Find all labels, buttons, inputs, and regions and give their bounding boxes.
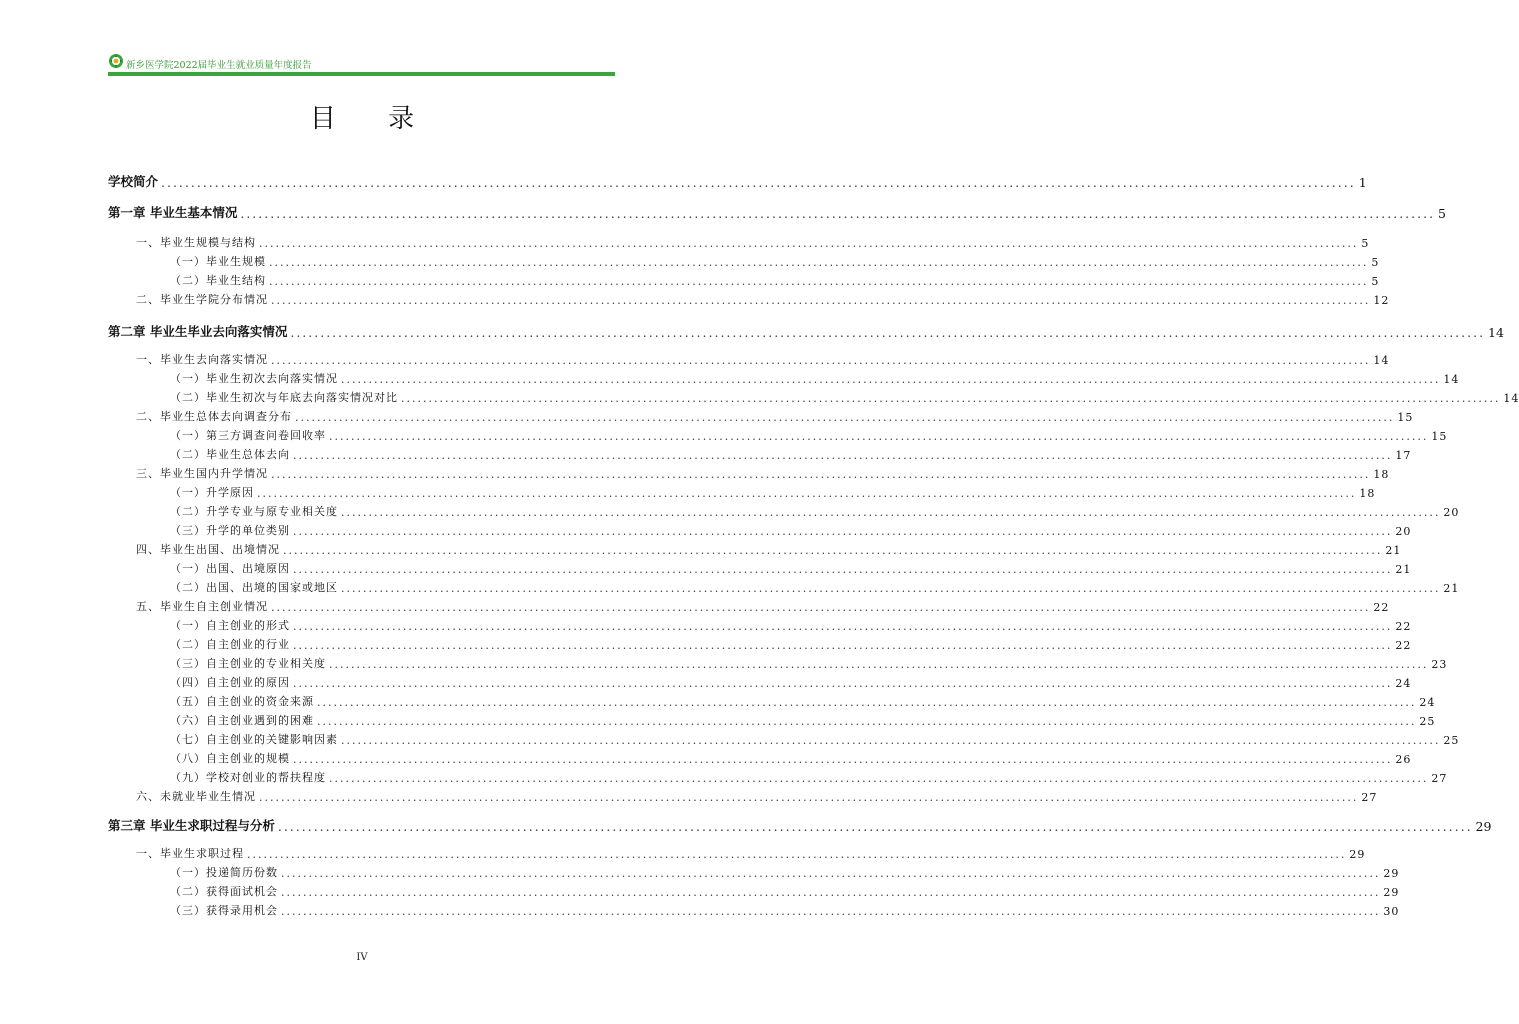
toc-entry[interactable] <box>170 370 1460 386</box>
school-logo-icon <box>108 53 124 69</box>
toc-entry[interactable] <box>170 560 1412 576</box>
toc-leader-dots: ........................................................................................................................................................................................................ <box>317 715 1417 728</box>
toc-leader-dots: ........................................................................................................................................................................................................ <box>341 506 1441 519</box>
toc-leader-dots: ........................................................................................................................................................................................................ <box>329 772 1429 785</box>
toc-entry-page: 20 <box>1395 525 1412 538</box>
toc-entry-page: 22 <box>1395 620 1412 633</box>
toc-entry-label: （三）升学的单位类别 <box>170 524 290 537</box>
toc-leader-dots: ........................................................................................................................................................................................................ <box>341 734 1441 747</box>
toc-leader-dots: ........................................................................................................................................................................................................ <box>247 848 1347 861</box>
toc-entry-page: 21 <box>1395 563 1412 576</box>
toc-entry[interactable] <box>170 864 1400 880</box>
toc-entry[interactable] <box>170 902 1400 918</box>
toc-leader-dots: ........................................................................................................................................................................................................ <box>271 468 1371 481</box>
toc-entry-page: 5 <box>1371 275 1380 288</box>
toc-entry-page: 21 <box>1385 544 1402 557</box>
toc-entry[interactable] <box>136 845 1366 861</box>
toc-entry-page: 5 <box>1438 206 1446 221</box>
toc-leader-dots: ........................................................................................................................................................................................................ <box>240 206 1436 221</box>
toc-entry[interactable] <box>170 712 1436 728</box>
toc-entry[interactable] <box>170 579 1460 595</box>
toc-leader-dots: ........................................................................................................................................................................................................ <box>329 658 1429 671</box>
toc-entry-page: 15 <box>1397 411 1414 424</box>
toc-entry-label: （二）毕业生初次与年底去向落实情况对比 <box>170 391 398 404</box>
toc-entry[interactable] <box>108 172 1367 190</box>
toc-leader-dots: ........................................................................................................................................................................................................ <box>257 487 1357 500</box>
toc-entry-label: （八）自主创业的规模 <box>170 752 290 765</box>
toc-entry-label: 学校简介 <box>108 174 159 189</box>
toc-entry-page: 27 <box>1431 772 1448 785</box>
toc-entry-page: 15 <box>1431 430 1448 443</box>
toc-entry[interactable] <box>108 203 1446 221</box>
toc-entry[interactable] <box>136 351 1390 367</box>
toc-entry-page: 29 <box>1475 819 1492 834</box>
toc-leader-dots: ........................................................................................................................................................................................................ <box>293 563 1393 576</box>
toc-entry-page: 24 <box>1395 677 1412 690</box>
toc-entry-label: （二）自主创业的行业 <box>170 638 290 651</box>
toc-entry-page: 25 <box>1419 715 1436 728</box>
toc-entry-label: （二）获得面试机会 <box>170 885 278 898</box>
toc-leader-dots: ........................................................................................................................................................................................................ <box>271 354 1371 367</box>
toc-entry-page: 1 <box>1358 175 1367 190</box>
page-header <box>108 53 615 77</box>
toc-entry-label: （二）升学专业与原专业相关度 <box>170 505 338 518</box>
toc-leader-dots: ........................................................................................................................................................................................................ <box>269 275 1369 288</box>
toc-entry[interactable] <box>170 427 1448 443</box>
toc-entry-label: 第二章 毕业生毕业去向落实情况 <box>108 324 288 339</box>
toc-leader-dots: ........................................................................................................................................................................................................ <box>341 582 1441 595</box>
toc-leader-dots: ........................................................................................................................................................................................................ <box>281 886 1381 899</box>
toc-leader-dots: ........................................................................................................................................................................................................ <box>317 696 1417 709</box>
toc-entry-label: 五、毕业生自主创业情况 <box>136 600 268 613</box>
toc-entry-page: 22 <box>1395 639 1412 652</box>
toc-entry-page: 5 <box>1371 256 1380 269</box>
toc-leader-dots: ........................................................................................................................................................................................................ <box>293 753 1393 766</box>
toc-entry-label: （二）出国、出境的国家或地区 <box>170 581 338 594</box>
toc-entry-label: （六）自主创业遇到的困难 <box>170 714 314 727</box>
toc-leader-dots: ........................................................................................................................................................................................................ <box>271 601 1371 614</box>
toc-entry-page: 26 <box>1395 753 1412 766</box>
toc-entry-label: （三）自主创业的专业相关度 <box>170 657 326 670</box>
toc-entry[interactable] <box>170 731 1460 747</box>
toc-leader-dots: ........................................................................................................................................................................................................ <box>161 175 1356 190</box>
toc-entry-label: 一、毕业生求职过程 <box>136 847 244 860</box>
toc-entry[interactable] <box>136 465 1390 481</box>
toc-entry-label: 二、毕业生总体去向调查分布 <box>136 410 292 423</box>
toc-entry-page: 18 <box>1359 487 1376 500</box>
toc-entry[interactable] <box>108 816 1492 834</box>
toc-entry[interactable] <box>170 769 1448 785</box>
toc-leader-dots: ........................................................................................................................................................................................................ <box>283 544 1383 557</box>
toc-entry-label: （一）升学原因 <box>170 486 254 499</box>
toc-entry[interactable] <box>108 322 1504 340</box>
toc-entry-page: 29 <box>1349 848 1366 861</box>
toc-entry-page: 25 <box>1443 734 1460 747</box>
toc-leader-dots: ........................................................................................................................................................................................................ <box>271 294 1371 307</box>
toc-entry-page: 23 <box>1431 658 1448 671</box>
toc-entry-label: （九）学校对创业的帮扶程度 <box>170 771 326 784</box>
toc-entry-label: （二）毕业生结构 <box>170 274 266 287</box>
toc-entry-page: 14 <box>1503 392 1519 405</box>
toc-entry[interactable] <box>136 788 1378 804</box>
toc-entry-page: 30 <box>1383 905 1400 918</box>
toc-leader-dots: ........................................................................................................................................................................................................ <box>281 867 1381 880</box>
toc-entry-label: （七）自主创业的关键影响因素 <box>170 733 338 746</box>
toc-entry[interactable] <box>170 389 1519 405</box>
toc-entry-page: 18 <box>1373 468 1390 481</box>
page-number: IV <box>356 952 368 963</box>
toc-entry[interactable] <box>170 503 1460 519</box>
toc-entry-label: （一）毕业生规模 <box>170 255 266 268</box>
toc-entry[interactable] <box>136 408 1414 424</box>
toc-entry-page: 27 <box>1361 791 1378 804</box>
toc-entry-page: 22 <box>1373 601 1390 614</box>
header-rule <box>108 72 615 76</box>
toc-leader-dots: ........................................................................................................................................................................................................ <box>293 525 1393 538</box>
toc-leader-dots: ........................................................................................................................................................................................................ <box>290 325 1486 340</box>
toc-leader-dots: ........................................................................................................................................................................................................ <box>341 373 1441 386</box>
toc-leader-dots: ........................................................................................................................................................................................................ <box>293 449 1393 462</box>
toc-entry[interactable] <box>170 522 1412 538</box>
toc-entry-page: 5 <box>1361 237 1370 250</box>
toc-leader-dots: ........................................................................................................................................................................................................ <box>259 237 1359 250</box>
toc-entry-label: 三、毕业生国内升学情况 <box>136 467 268 480</box>
page-title: 目 录 <box>309 104 437 134</box>
toc-entry-label: 六、未就业毕业生情况 <box>136 790 256 803</box>
toc-leader-dots: ........................................................................................................................................................................................................ <box>295 411 1395 424</box>
toc-leader-dots: ........................................................................................................................................................................................................ <box>293 620 1393 633</box>
toc-entry[interactable] <box>136 234 1370 250</box>
toc-leader-dots: ........................................................................................................................................................................................................ <box>269 256 1369 269</box>
toc-entry-label: 二、毕业生学院分布情况 <box>136 293 268 306</box>
toc-entry-page: 21 <box>1443 582 1460 595</box>
toc-entry[interactable] <box>136 291 1390 307</box>
toc-entry-page: 12 <box>1373 294 1390 307</box>
toc-entry[interactable] <box>170 272 1380 288</box>
toc-entry[interactable] <box>170 750 1412 766</box>
toc-entry-label: （五）自主创业的资金来源 <box>170 695 314 708</box>
toc-leader-dots: ........................................................................................................................................................................................................ <box>259 791 1359 804</box>
toc-entry-label: （一）出国、出境原因 <box>170 562 290 575</box>
toc-leader-dots: ........................................................................................................................................................................................................ <box>281 905 1381 918</box>
toc-entry-page: 14 <box>1488 325 1504 340</box>
toc-entry[interactable] <box>170 446 1412 462</box>
toc-entry-label: （一）投递简历份数 <box>170 866 278 879</box>
toc-entry[interactable] <box>170 674 1412 690</box>
toc-entry[interactable] <box>136 598 1390 614</box>
toc-leader-dots: ........................................................................................................................................................................................................ <box>277 819 1473 834</box>
toc-entry[interactable] <box>170 636 1412 652</box>
toc-entry-label: 第一章 毕业生基本情况 <box>108 205 238 220</box>
toc-entry[interactable] <box>170 253 1380 269</box>
toc-entry-page: 14 <box>1443 373 1460 386</box>
toc-entry-label: （二）毕业生总体去向 <box>170 448 290 461</box>
toc-entry-label: （三）获得录用机会 <box>170 904 278 917</box>
toc-entry[interactable] <box>170 655 1448 671</box>
toc-entry-label: （一）第三方调查问卷回收率 <box>170 429 326 442</box>
toc-entry-label: 一、毕业生规模与结构 <box>136 236 256 249</box>
toc-leader-dots: ........................................................................................................................................................................................................ <box>293 677 1393 690</box>
toc-entry-page: 29 <box>1383 867 1400 880</box>
toc-entry[interactable] <box>170 617 1412 633</box>
toc-leader-dots: ........................................................................................................................................................................................................ <box>329 430 1429 443</box>
toc-entry[interactable] <box>170 693 1436 709</box>
toc-entry-label: （一）自主创业的形式 <box>170 619 290 632</box>
toc-entry-page: 14 <box>1373 354 1390 367</box>
toc-entry-label: 一、毕业生去向落实情况 <box>136 353 268 366</box>
toc-entry-label: 第三章 毕业生求职过程与分析 <box>108 818 275 833</box>
header-title: 新乡医学院2022届毕业生就业质量年度报告 <box>126 60 312 71</box>
toc-entry-page: 29 <box>1383 886 1400 899</box>
toc-entry-label: 四、毕业生出国、出境情况 <box>136 543 280 556</box>
toc-entry[interactable] <box>170 883 1400 899</box>
toc-entry[interactable] <box>170 484 1376 500</box>
toc-entry[interactable] <box>136 541 1402 557</box>
toc-entry-page: 24 <box>1419 696 1436 709</box>
toc-leader-dots: ........................................................................................................................................................................................................ <box>401 392 1501 405</box>
toc-entry-page: 20 <box>1443 506 1460 519</box>
toc-leader-dots: ........................................................................................................................................................................................................ <box>293 639 1393 652</box>
toc-entry-label: （四）自主创业的原因 <box>170 676 290 689</box>
toc-entry-label: （一）毕业生初次去向落实情况 <box>170 372 338 385</box>
toc-entry-page: 17 <box>1395 449 1412 462</box>
